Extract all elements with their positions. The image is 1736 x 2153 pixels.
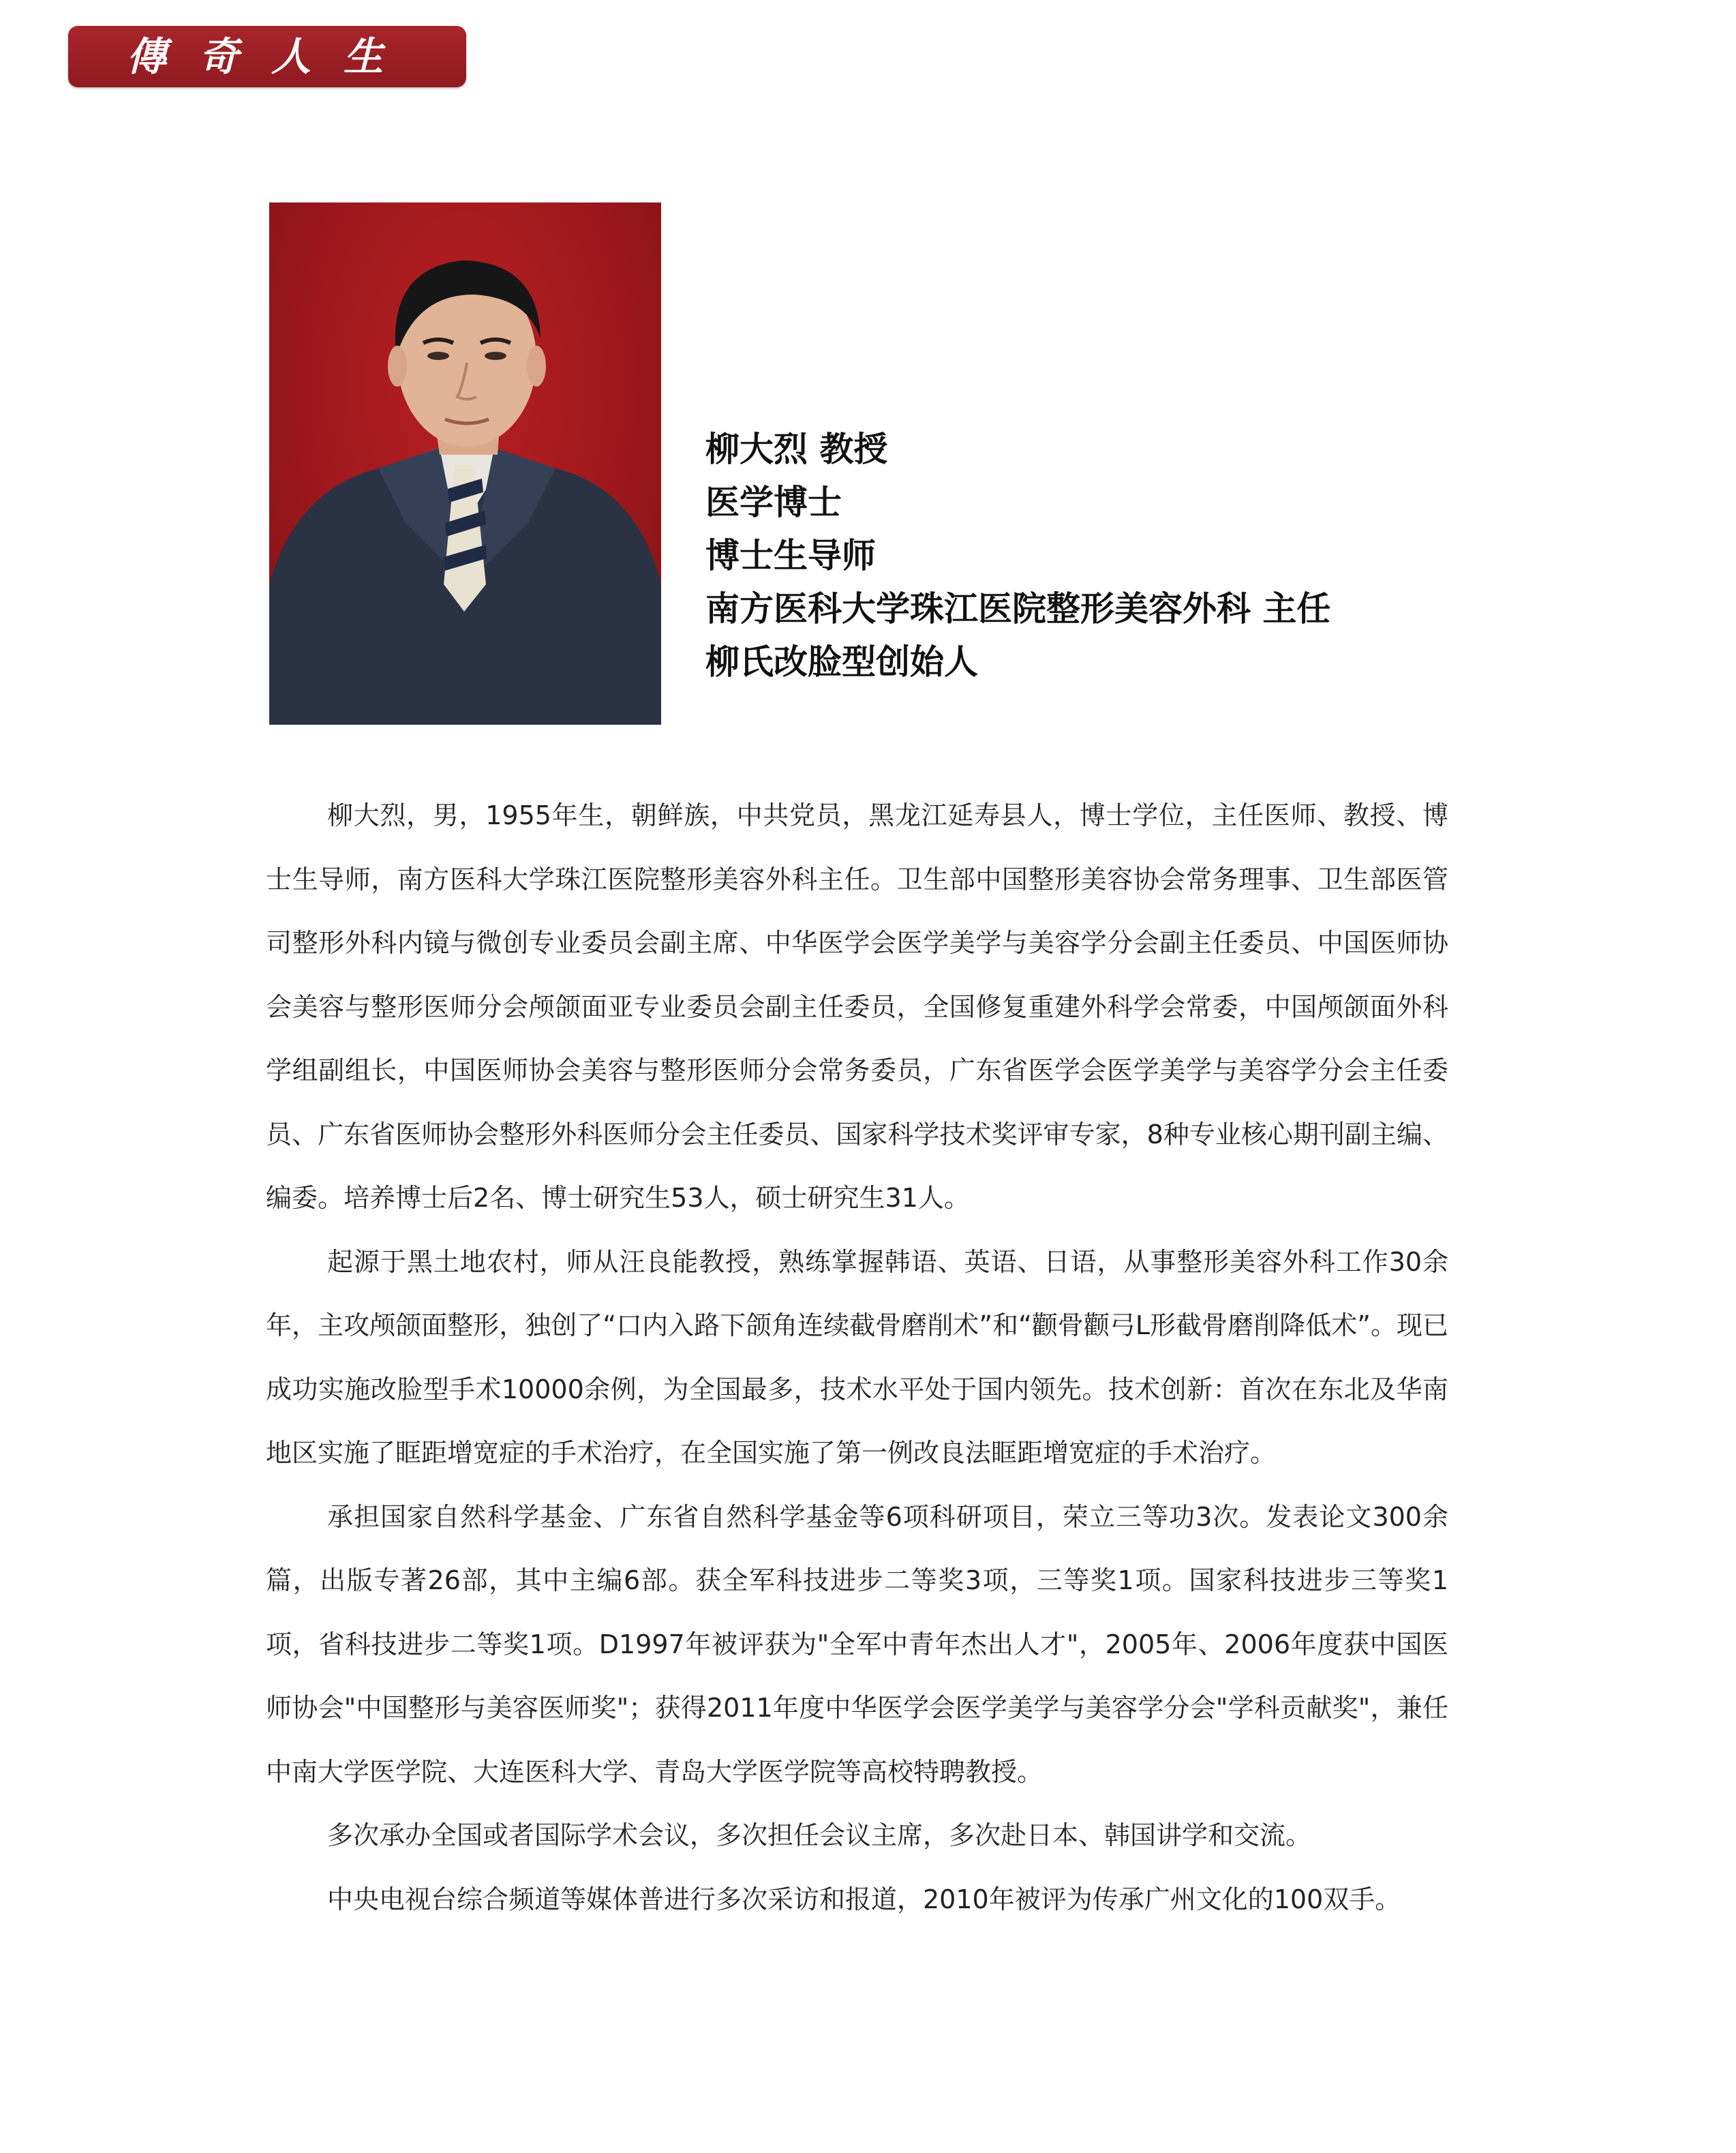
portrait-photo <box>269 202 661 725</box>
bio-paragraph: 承担国家自然科学基金、广东省自然科学基金等6项科研项目，荣立三等功3次。发表论文300余篇，出版专著26部，其中主编6部。获全军科技进步二等奖3项，三等奖1项。国家科技进步三等奖1项，省科技进步二等奖1项。D1997年被评获为"全军中青年杰出人才"，2005年、2006年度获中国医师协会"中国整形与美容医师奖"；获得2011年度中华医学会医学美学与美容学分会"学科贡献奖"，兼任中南大学医学院、大连医科大学、青岛大学医学院等高校特聘教授。 <box>266 1501 1448 1787</box>
section-banner <box>68 26 466 87</box>
profile-position: 南方医科大学珠江医院整形美容外科 主任 <box>705 589 1331 629</box>
profile-advisor-role: 博士生导师 <box>705 536 876 575</box>
bio-paragraph: 起源于黑土地农村，师从汪良能教授，熟练掌握韩语、英语、日语，从事整形美容外科工作30余年，主攻颅颌面整形，独创了“口内入路下颌角连续截骨磨削术”和“颧骨颧弓L形截骨磨削降低术”。现已成功实施改脸型手术10000余例，为全国最多，技术水平处于国内领先。技术创新：首次在东北及华南地区实施了眶距增宽症的手术治疗，在全国实施了第一例改良法眶距增宽症的手术治疗。 <box>266 1246 1448 1468</box>
profile-titles <box>705 423 1330 689</box>
profile-founder: 柳氏改脸型创始人 <box>705 642 978 682</box>
portrait-illustration <box>269 202 661 725</box>
biography-text <box>266 784 1448 1931</box>
profile-degree: 医学博士 <box>705 483 842 522</box>
bio-paragraph: 中央电视台综合频道等媒体普进行多次采访和报道，2010年被评为传承广州文化的100双手。 <box>327 1884 1401 1914</box>
banner-title: 傳奇人生 <box>127 33 416 80</box>
profile-name: 柳大烈 教授 <box>705 430 888 469</box>
bio-paragraph: 多次承办全国或者国际学术会议，多次担任会议主席，多次赴日本、韩国讲学和交流。 <box>327 1820 1312 1850</box>
bio-paragraph: 柳大烈，男，1955年生，朝鲜族，中共党员，黑龙江延寿县人，博士学位，主任医师、教授、博士生导师，南方医科大学珠江医院整形美容外科主任。卫生部中国整形美容协会常务理事、卫生部医管司整形外科内镜与微创专业委员会副主席、中华医学会医学美学与美容学分会副主任委员、中国医师协会美容与整形医师分会颅颌面亚专业委员会副主任委员，全国修复重建外科学会常委，中国颅颌面外科学组副组长，中国医师协会美容与整形医师分会常务委员，广东省医学会医学美学与美容学分会主任委员、广东省医师协会整形外科医师分会主任委员、国家科学技术奖评审专家，8种专业核心期刊副主编、编委。培养博士后2名、博士研究生53人，硕士研究生31人。 <box>266 800 1448 1213</box>
